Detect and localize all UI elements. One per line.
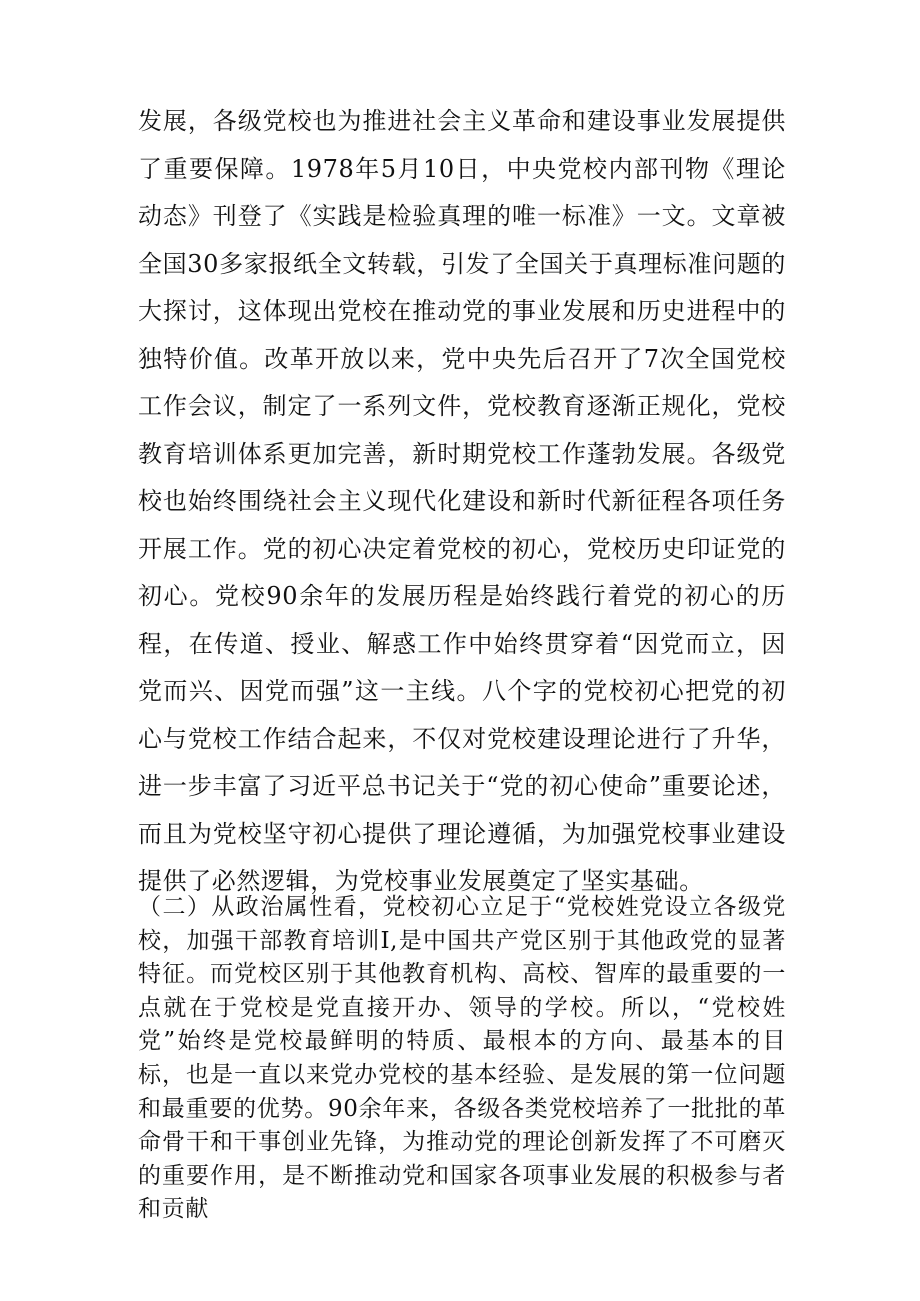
- body-paragraph-1: 发展，各级党校也为推进社会主义革命和建设事业发展提供了重要保障。1978年5月10日，中央党校内部刊物《理论动态》刊登了《实践是检验真理的唯一标准》一文。文章被全国30多家报纸全文转载，引发了全国关于真理标准问题的大探讨，这体现出党校在推动党的事业发展和历史进程中的独特价值。改革开放以来，党中央先后召开了7次全国党校工作会议，制定了一系列文件，党校教育逐渐正规化，党校教育培训体系更加完善，新时期党校工作蓬勃发展。各级党校也始终围绕社会主义现代化建设和新时代新征程各项任务开展工作。党的初心决定着党校的初心，党校历史印证党的初心。党校90余年的发展历程是始终践行着党的初心的历程，在传道、授业、解惑工作中始终贯穿着“因党而立，因党而兴、因党而强”这一主线。八个字的党校初心把党的初心与党校工作结合起来，不仅对党校建设理论进行了升华，进一步丰富了习近平总书记关于“党的初心使命”重要论述，而且为党校坚守初心提供了理论遵循，为加强党校事业建设提供了必然逻辑，为党校事业发展奠定了坚实基础。: [138, 107, 786, 895]
- body-paragraph-2: （二）从政治属性看，党校初心立足于“党校姓党设立各级党校，加强干部教育培训I,是中国共产党区别于其他政党的显著特征。而党校区别于其他教育机构、高校、智库的最重要的一点就在于党校是党直接开办、领导的学校。所以，“党校姓党”始终是党校最鲜明的特质、最根本的方向、最基本的目标，也是一直以来党办党校的基本经验、是发展的第一位问题和最重要的优势。90余年来，各级各类党校培养了一批批的革命骨干和干事创业先锋，为推动党的理论创新发挥了不可磨灭的重要作用，是不断推动党和国家各项事业发展的积极参与者和贡献: [138, 894, 786, 1223]
